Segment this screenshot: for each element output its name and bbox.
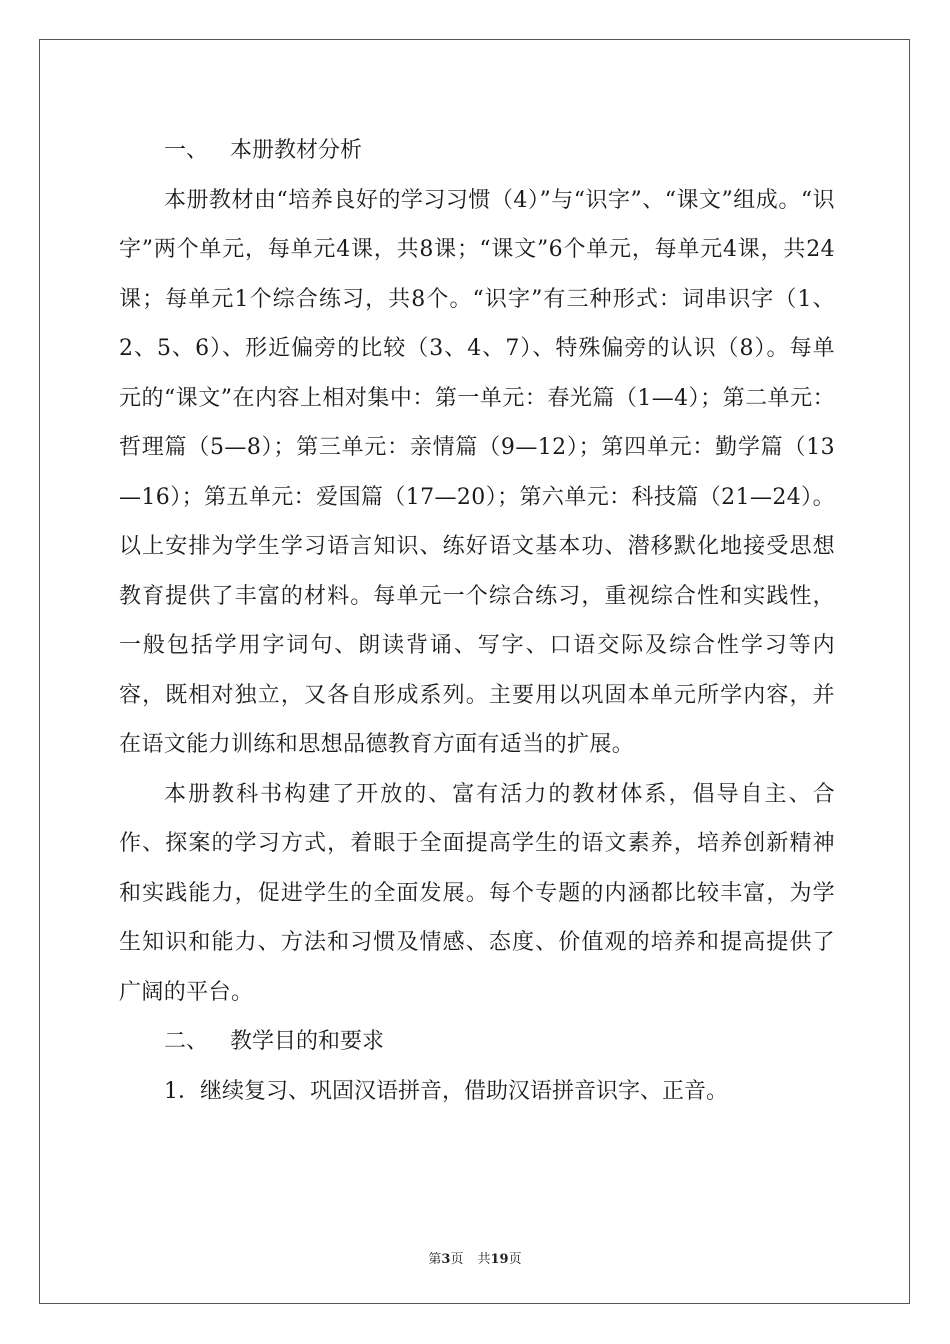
paragraph: 本册教材由“培养良好的学习习惯（4）”与“识字”、“课文”组成。“识字”两个单元，每单元4课，共8课；“课文”6个单元，每单元4课，共24课；每单元1个综合练习，共8个。“识字”有三种形式：词串识字（1、2、5、6）、形近偏旁的比较（3、4、7）、特殊偏旁的认识（8）。每单元的“课文”在内容上相对集中：第一单元：春光篇（1—4）；第二单元：哲理篇（5—8）；第三单元：亲情篇（9—12）；第四单元：勤学篇（13—16）；第五单元：爱国篇（17—20）；第六单元：科技篇（21—24）。以上安排为学生学习语言知识、练好语文基本功、潜移默化地接受思想教育提供了丰富的材料。每单元一个综合练习，重视综合性和实践性，一般包括学用字词句、朗读背诵、写字、口语交际及综合性学习等内容，既相对独立，又各自形成系列。主要用以巩固本单元所学内容，并在语文能力训练和思想品德教育方面有适当的扩展。 <box>119 187 835 757</box>
paragraph: 本册教科书构建了开放的、富有活力的教材体系，倡导自主、合作、探案的学习方式，着眼于全面提高学生的语文素养，培养创新精神和实践能力，促进学生的全面发展。每个专题的内涵都比较丰富，为学生知识和能力、方法和习惯及情感、态度、价值观的培养和提高提供了广阔的平台。 <box>119 781 835 1005</box>
total-prefix: 共 <box>477 1252 491 1267</box>
list-item: 1．继续复习、巩固汉语拼音，借助汉语拼音识字、正音。 <box>164 1078 728 1104</box>
section-number: 二、 <box>164 1029 209 1054</box>
section-title: 教学目的和要求 <box>230 1029 385 1054</box>
page-suffix: 页 <box>450 1252 464 1267</box>
current-page-number: 3 <box>441 1252 451 1267</box>
section-heading-1 <box>119 126 835 176</box>
document-body <box>119 126 835 1116</box>
page-prefix: 第 <box>428 1252 442 1267</box>
section-heading-2 <box>119 1017 835 1067</box>
total-page-count: 19 <box>490 1252 509 1267</box>
section-number: 一、 <box>164 138 209 163</box>
section-title: 本册教材分析 <box>230 138 363 163</box>
page-footer <box>0 1248 950 1267</box>
total-suffix: 页 <box>508 1252 522 1267</box>
